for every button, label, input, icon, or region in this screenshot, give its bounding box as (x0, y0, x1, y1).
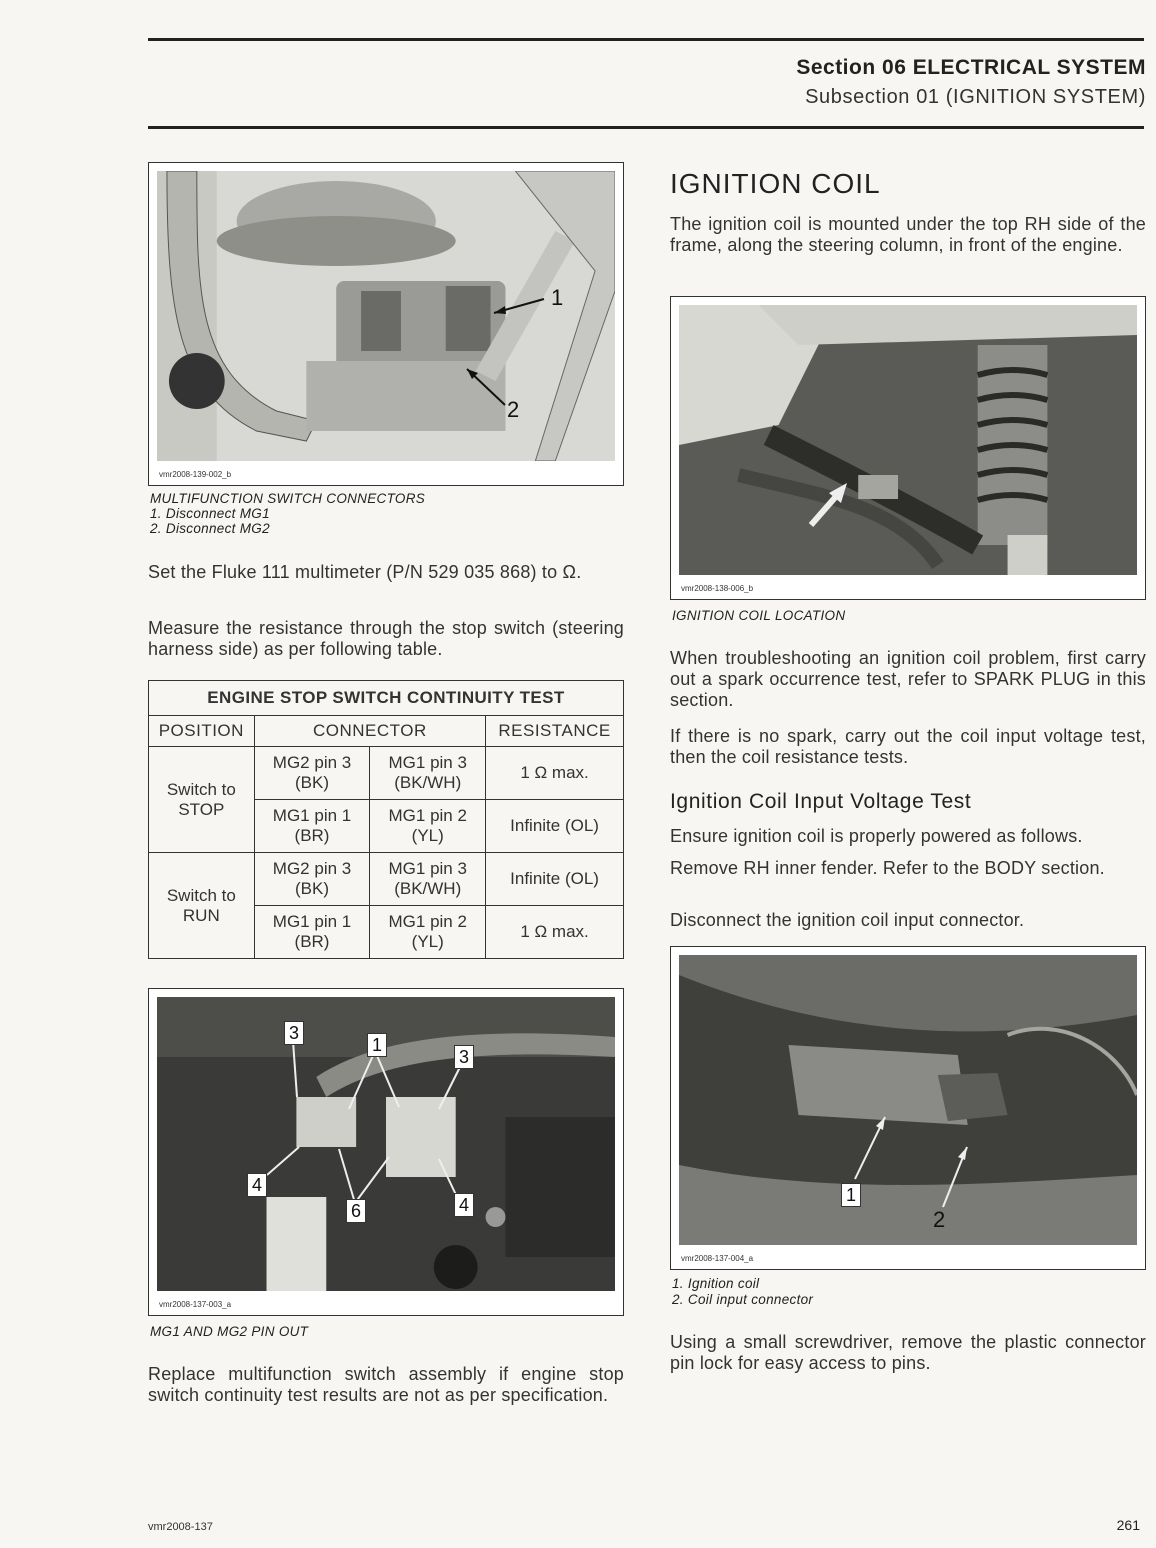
cell-connector-a: MG2 pin 3 (BK) (254, 853, 370, 906)
photo-coil-connector (679, 955, 1137, 1245)
photo-connectors (157, 171, 615, 461)
figure-id: vmr2008-138-006_b (681, 584, 754, 593)
heading-ignition-coil: IGNITION COIL (670, 168, 881, 199)
cell-resistance: Infinite (OL) (486, 853, 624, 906)
subsection-title: Subsection 01 (IGNITION SYSTEM) (805, 86, 1146, 108)
figure1-caption-item-1: 1. Disconnect MG1 (150, 506, 270, 521)
cell-resistance: 1 Ω max. (486, 747, 624, 800)
cell-position: Switch to STOP (149, 747, 255, 853)
cell-position: Switch to RUN (149, 853, 255, 959)
callout-4-left: 4 (247, 1173, 267, 1197)
callout-1: 1 (551, 285, 564, 310)
figure-multifunction-connectors (148, 162, 624, 486)
paragraph-no-spark: If there is no spark, carry out the coil input voltage test, then the coil resistance tests. (670, 726, 1146, 767)
cell-connector-b: MG1 pin 3 (BK/WH) (370, 747, 486, 800)
header-position: POSITION (149, 716, 255, 747)
cell-connector-b: MG1 pin 2 (YL) (370, 906, 486, 959)
top-rule (148, 38, 1144, 41)
photo-coil-location (679, 305, 1137, 575)
callout-3-right: 3 (454, 1045, 474, 1069)
paragraph-remove-fender: Remove RH inner fender. Refer to the BODY section. (670, 858, 1105, 878)
callout-6: 6 (346, 1199, 366, 1223)
callout-2: 2 (933, 1207, 946, 1232)
figure-id: vmr2008-137-003_a (159, 1300, 232, 1309)
footer-doc-id: vmr2008-137 (148, 1521, 213, 1533)
figure-id: vmr2008-137-004_a (681, 1254, 754, 1263)
page-number: 261 (1116, 1517, 1140, 1533)
figure4-caption-item-1: 1. Ignition coil (672, 1276, 760, 1291)
figure4-caption-item-2: 2. Coil input connector (672, 1292, 814, 1307)
paragraph-replace-switch: Replace multifunction switch assembly if engine stop switch continuity test results are not as per specification. (148, 1364, 624, 1405)
callout-4-right: 4 (454, 1193, 474, 1217)
cell-connector-a: MG2 pin 3 (BK) (254, 747, 370, 800)
table-row (149, 747, 624, 800)
paragraph-troubleshooting: When troubleshooting an ignition coil problem, first carry out a spark occurrence test, refer to SPARK PLUG in this section. (670, 648, 1146, 710)
callout-3-left: 3 (284, 1021, 304, 1045)
table-title: ENGINE STOP SWITCH CONTINUITY TEST (149, 681, 624, 716)
figure-id: vmr2008-139-002_b (159, 470, 232, 479)
header-rule (148, 126, 1144, 129)
paragraph-ensure-powered: Ensure ignition coil is properly powered as follows. (670, 826, 1083, 846)
cell-connector-a: MG1 pin 1 (BR) (254, 906, 370, 959)
figure-coil-location (670, 296, 1146, 600)
figure1-caption-title: MULTIFUNCTION SWITCH CONNECTORS (150, 491, 426, 506)
continuity-table (148, 680, 624, 959)
cell-resistance: Infinite (OL) (486, 800, 624, 853)
cell-connector-b: MG1 pin 2 (YL) (370, 800, 486, 853)
paragraph-coil-mounted: The ignition coil is mounted under the top RH side of the frame, along the steering column, in front of the engine. (670, 214, 1146, 255)
paragraph-set-multimeter: Set the Fluke 111 multimeter (P/N 529 035 868) to Ω. (148, 562, 582, 582)
header-connector: CONNECTOR (254, 716, 485, 747)
figure3-caption: IGNITION COIL LOCATION (672, 608, 846, 623)
callout-2: 2 (507, 397, 520, 422)
heading-input-voltage-test: Ignition Coil Input Voltage Test (670, 790, 972, 813)
cell-connector-a: MG1 pin 1 (BR) (254, 800, 370, 853)
section-title: Section 06 ELECTRICAL SYSTEM (796, 56, 1146, 79)
table-row (149, 853, 624, 906)
figure2-caption: MG1 AND MG2 PIN OUT (150, 1324, 309, 1339)
figure1-caption-item-2: 2. Disconnect MG2 (150, 521, 270, 536)
cell-connector-b: MG1 pin 3 (BK/WH) (370, 853, 486, 906)
callout-1: 1 (367, 1033, 387, 1057)
paragraph-disconnect-connector: Disconnect the ignition coil input connector. (670, 910, 1025, 930)
cell-resistance: 1 Ω max. (486, 906, 624, 959)
figure-coil-connector (670, 946, 1146, 1270)
header-resistance: RESISTANCE (486, 716, 624, 747)
paragraph-remove-pin-lock: Using a small screwdriver, remove the plastic connector pin lock for easy access to pins. (670, 1332, 1146, 1373)
figure-mg-pinout (148, 988, 624, 1316)
callout-1: 1 (841, 1183, 861, 1207)
paragraph-measure-resistance: Measure the resistance through the stop switch (steering harness side) as per following table. (148, 618, 624, 659)
